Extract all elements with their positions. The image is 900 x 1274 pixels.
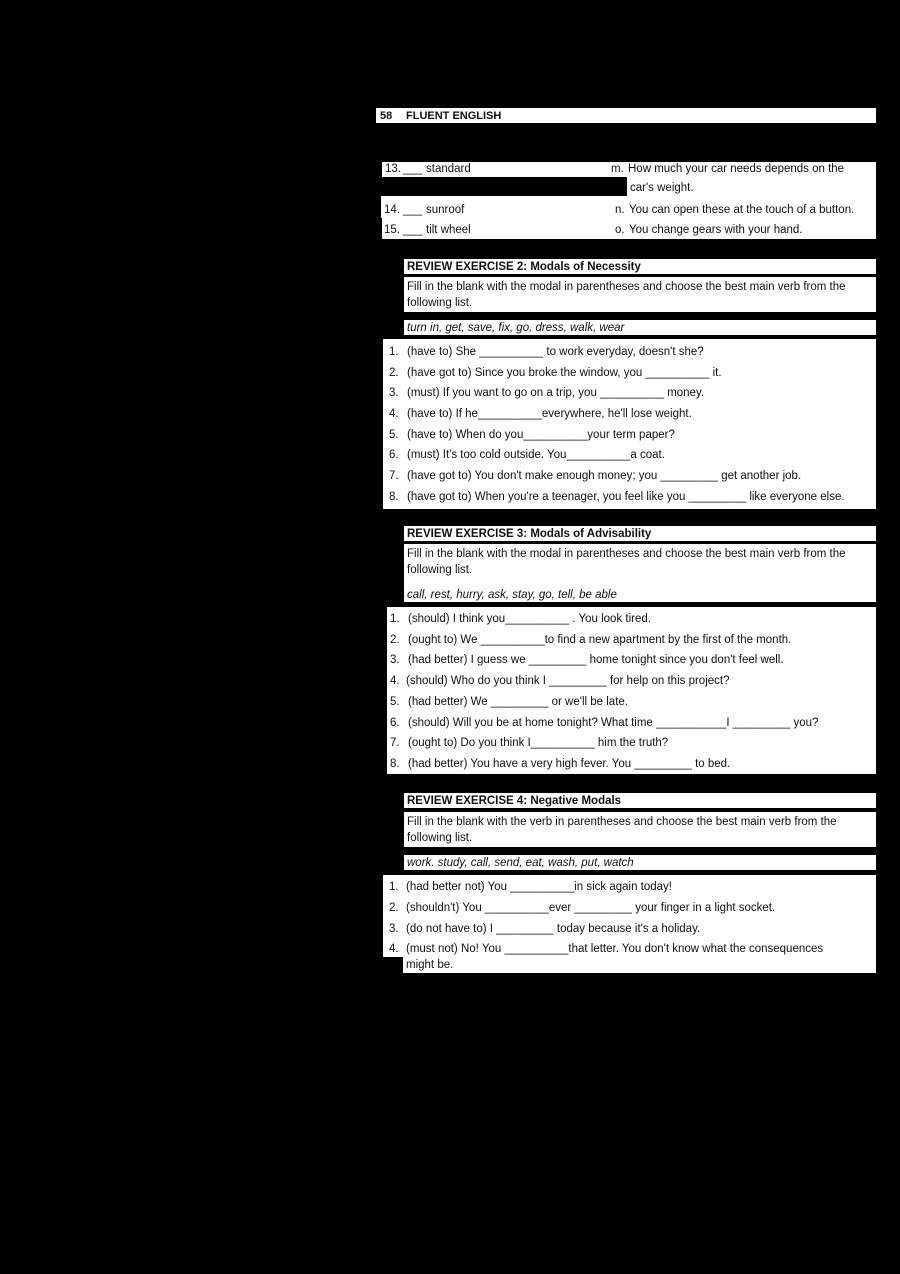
item-text: (have got to) When you're a teenager, you feel like you _________ like everyone else. (407, 491, 845, 503)
item-text: (should) Will you be at home tonight? What time ___________I _________ you? (408, 717, 819, 729)
item-number: 2. (390, 634, 400, 646)
item-number: 8. (390, 758, 400, 770)
item-text: (had better not) You __________in sick again today! (406, 881, 672, 893)
item-number: 4. (389, 408, 399, 420)
definition-continuation: car's weight. (630, 182, 694, 194)
page-number: 58 (380, 110, 393, 122)
exercise-4-title (404, 793, 876, 808)
item-number: 3. (389, 923, 399, 935)
item-text: (must not) No! You __________that letter. You don't know what the consequences (406, 943, 824, 955)
item-number: 3. (390, 654, 400, 666)
item-text: (have got to) You don't make enough money; you _________ get another job. (407, 470, 802, 482)
item-text: (must) If you want to go on a trip, you __________ money. (407, 387, 705, 399)
item-number: 6. (390, 717, 400, 729)
exercise-2-word-list (404, 320, 876, 335)
exercise-title: REVIEW EXERCISE 2: Modals of Necessity (407, 261, 641, 273)
matching-row-13-continuation (627, 177, 876, 196)
exercise-2-items (383, 339, 876, 509)
item-number: 5. (389, 429, 399, 441)
item-number: 7. (389, 470, 399, 482)
item-text-continuation: might be. (406, 959, 454, 971)
answer-blank: ___ (403, 224, 423, 236)
word-list: call, rest, hurry, ask, stay, go, tell, be able (407, 589, 617, 601)
term: standard (426, 163, 471, 175)
instructions-line: following list. (407, 832, 473, 844)
definition-letter: n. (615, 204, 625, 216)
item-number: 15. (384, 224, 400, 236)
exercise-4-instructions (404, 812, 876, 847)
exercise-3-title (404, 526, 876, 541)
item-text: (must) It's too cold outside. You__________a coat. (407, 449, 665, 461)
item-text: (ought to) We __________to find a new apartment by the first of the month. (408, 634, 792, 646)
item-text: (had better) I guess we _________ home tonight since you don't feel well. (408, 654, 784, 666)
term: sunroof (426, 204, 465, 216)
instructions-line: Fill in the blank with the modal in parentheses and choose the best main verb from the (407, 548, 846, 560)
answer-blank: ___ (403, 163, 423, 175)
instructions-line: following list. (407, 297, 473, 309)
item-number: 8. (389, 491, 399, 503)
term: tilt wheel (426, 224, 471, 236)
instructions-line: Fill in the blank with the modal in parentheses and choose the best main verb from the (407, 281, 846, 293)
book-title: FLUENT ENGLISH (406, 110, 502, 122)
item-number: 2. (389, 902, 399, 914)
exercise-2-title (404, 259, 876, 274)
word-list: work. study, call, send, eat, wash, put, watch (407, 857, 634, 869)
item-number: 1. (390, 613, 400, 625)
exercise-4-word-list (404, 855, 876, 870)
item-text: (have got to) Since you broke the window, you __________ it. (407, 367, 722, 379)
exercise-title: REVIEW EXERCISE 4: Negative Modals (407, 795, 622, 807)
item-text: (ought to) Do you think I__________ him the truth? (408, 737, 669, 749)
item-text: (do not have to) I _________ today because it's a holiday. (406, 923, 701, 935)
item-number: 4. (389, 943, 399, 955)
definition: You change gears with your hand. (629, 224, 803, 236)
item-number: 1. (389, 346, 399, 358)
definition-letter: o. (615, 224, 625, 236)
item-text: (have to) If he__________everywhere, he'll lose weight. (407, 408, 692, 420)
exercise-3-items (387, 607, 876, 774)
definition-letter: m. (611, 163, 624, 175)
item-text: (shouldn't) You __________ever _________ your finger in a light socket. (406, 902, 776, 914)
matching-row-14 (381, 196, 876, 218)
exercise-title: REVIEW EXERCISE 3: Modals of Advisability (407, 528, 652, 540)
item-text: (had better) You have a very high fever. You _________ to bed. (408, 758, 731, 770)
word-list: turn in, get, save, fix, go, dress, walk, wear (407, 322, 625, 334)
page-header (376, 108, 876, 123)
exercise-4-items (383, 875, 876, 957)
item-number: 4. (390, 675, 400, 687)
item-number: 7. (390, 737, 400, 749)
item-number: 5. (390, 696, 400, 708)
definition: How much your car needs depends on the (628, 163, 845, 175)
item-text: (had better) We _________ or we'll be late. (408, 696, 628, 708)
matching-row-13 (382, 162, 876, 177)
instructions-line: Fill in the blank with the verb in parentheses and choose the best main verb from the (407, 816, 837, 828)
exercise-3-instructions (404, 544, 876, 602)
item-text: (have to) She __________ to work everyday, doesn't she? (407, 346, 704, 358)
answer-blank: ___ (403, 204, 423, 216)
exercise-4-item-4-continuation (403, 957, 876, 973)
item-text: (have to) When do you__________your term paper? (407, 429, 675, 441)
item-number: 6. (389, 449, 399, 461)
item-text: (should) Who do you think I _________ for help on this project? (406, 675, 730, 687)
definition: You can open these at the touch of a button. (629, 204, 855, 216)
item-number: 13. (385, 163, 401, 175)
instructions-line: following list. (407, 564, 473, 576)
item-text: (should) I think you__________ . You look tired. (408, 613, 651, 625)
item-number: 3. (389, 387, 399, 399)
item-number: 14. (384, 204, 400, 216)
item-number: 2. (389, 367, 399, 379)
exercise-2-instructions (404, 277, 876, 312)
item-number: 1. (389, 881, 399, 893)
matching-row-15 (382, 218, 876, 239)
